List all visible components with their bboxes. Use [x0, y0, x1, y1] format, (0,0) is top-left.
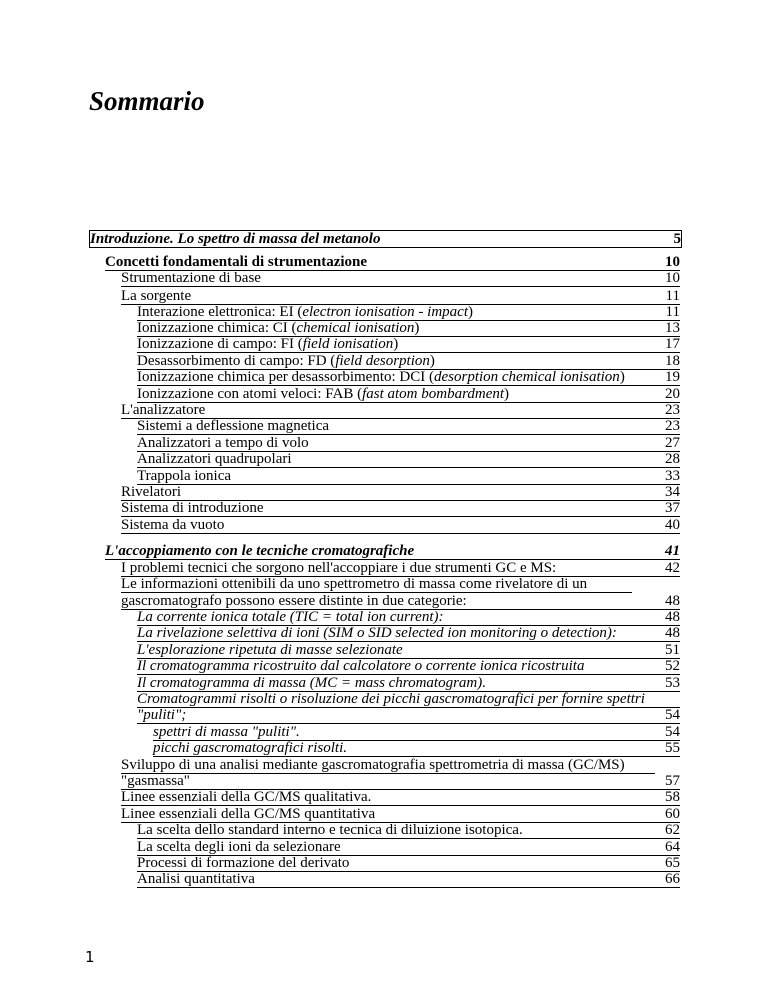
toc-entry-title-part: picchi gascromatografici risolti.: [153, 740, 348, 756]
toc-entry-page-number: 34: [665, 484, 680, 500]
toc-entry-title-part: Le informazioni ottenibili da uno spettrometro di massa come rivelatore di un: [121, 576, 588, 592]
toc-entry-title: [121, 757, 625, 773]
toc-entry-title: [121, 806, 375, 822]
toc-entry-title-part: L'analizzatore: [121, 402, 206, 418]
toc-entry-page-number: 48: [665, 593, 680, 609]
toc-entry-title-part: ): [414, 320, 420, 336]
page-number: 1: [85, 948, 95, 966]
toc-entry[interactable]: [121, 806, 680, 823]
toc-entry-page-number: 54: [665, 724, 680, 740]
toc-entry-title: [137, 658, 584, 674]
toc-entry-title: [121, 560, 556, 576]
toc-entry-page-number: 64: [665, 839, 680, 855]
toc-entry-page-number: 5: [673, 231, 681, 247]
toc-entry-title-part: Processi di formazione del derivato: [137, 855, 350, 871]
toc-entry-title: [137, 418, 329, 434]
toc-entry-title: [137, 822, 523, 838]
toc-entry[interactable]: [137, 871, 680, 888]
toc-entry[interactable]: [137, 451, 680, 468]
toc-entry-page-number: 33: [665, 468, 680, 484]
toc-entry-page-number: 66: [665, 871, 680, 887]
toc-entry-page-number: 11: [665, 288, 680, 304]
toc-entry-title-part: Ionizzazione di campo: FI (: [137, 336, 303, 352]
toc-entry-title-part: La sorgente: [121, 288, 192, 304]
toc-entry[interactable]: [153, 724, 680, 741]
toc-entry-title-part: Concetti fondamentali di strumentazione: [105, 254, 368, 270]
toc-entry-title: [137, 675, 486, 691]
toc-entry[interactable]: [121, 270, 680, 287]
toc-entry-title: [137, 871, 255, 887]
toc-entry-title: [137, 642, 403, 658]
toc-entry-page-number: 42: [665, 560, 680, 576]
toc-entry-page-number: 48: [665, 625, 680, 641]
toc-entry-title: [137, 707, 186, 723]
toc-entry-title: [137, 625, 617, 641]
toc-entry-title: [121, 288, 191, 304]
toc-entry-title: [153, 724, 300, 740]
toc-entry-page-number: 40: [665, 517, 680, 533]
toc-entry-page-number: 65: [665, 855, 680, 871]
toc-entry-page-number: 58: [665, 789, 680, 805]
toc-entry-title-part: Sistemi a deflessione magnetica: [137, 418, 330, 434]
toc-entry-page-number: 62: [665, 822, 680, 838]
toc-entry[interactable]: [137, 369, 680, 386]
toc-entry-title-part: gascromatografo possono essere distinte in due categorie:: [121, 593, 467, 609]
toc-entry-title-part: ): [504, 386, 510, 402]
toc-entry-title: [121, 402, 205, 418]
toc-entry[interactable]: [137, 658, 680, 675]
toc-entry[interactable]: [121, 560, 680, 577]
toc-entry-title-part: Cromatogrammi risolti o risoluzione dei picchi gascromatografici per fornire spettri: [137, 691, 645, 707]
toc-entry-title: [137, 451, 292, 467]
toc-entry-title-part: Trappola ionica: [137, 468, 232, 484]
toc-entry[interactable]: [137, 353, 680, 370]
toc-entry-title-part: Interazione elettronica: EI (: [137, 304, 303, 320]
toc-entry-page-number: 53: [665, 675, 680, 691]
toc-entry-title: [105, 254, 367, 270]
toc-entry-title-part: Linee essenziali della GC/MS qualitativa.: [121, 789, 372, 805]
toc-entry-title-part: Introduzione. Lo spettro di massa del metanolo: [90, 231, 381, 247]
toc-entry-title-part: Sviluppo di una analisi mediante gascromatografia spettrometria di massa (GC/MS): [121, 757, 625, 773]
toc-entry-page-number: 52: [665, 658, 680, 674]
toc-entry-title-part: L'esplorazione ripetuta di masse selezionate: [137, 642, 403, 658]
toc-entry-page-number: 60: [665, 806, 680, 822]
toc-entry-title-part: L'accoppiamento con le tecniche cromatografiche: [105, 543, 415, 559]
toc-entry-title: [137, 855, 349, 871]
toc-entry-title-part: Rivelatori: [121, 484, 181, 500]
toc-entry[interactable]: [153, 740, 680, 757]
toc-entry-title: [121, 484, 181, 500]
toc-entry-page-number: 20: [665, 386, 680, 402]
toc-entry-title: [121, 593, 467, 609]
toc-entry[interactable]: [121, 402, 680, 419]
toc-entry[interactable]: [137, 304, 680, 321]
toc-entry-page-number: 51: [665, 642, 680, 658]
toc-entry-title: [137, 386, 509, 402]
toc-entry-page-number: 17: [665, 336, 680, 352]
toc-entry[interactable]: [121, 576, 632, 593]
toc-entry-page-number: 37: [665, 500, 680, 516]
toc-entry-title-part: Ionizzazione chimica per desassorbimento: DCI (: [137, 369, 434, 385]
toc-entry[interactable]: [137, 468, 680, 485]
toc-entry[interactable]: [137, 642, 680, 659]
toc-entry-title-part: "gasmassa": [121, 773, 190, 789]
toc-entry-page-number: 23: [665, 418, 680, 434]
toc-entry[interactable]: [121, 593, 680, 610]
toc-entry-title: [137, 609, 443, 625]
toc-entry[interactable]: [137, 675, 680, 692]
toc-entry-title-part: Analizzatori a tempo di volo: [137, 435, 309, 451]
toc-entry-title: [153, 740, 347, 756]
toc-entry[interactable]: [121, 757, 655, 774]
toc-entry-page-number: 11: [665, 304, 680, 320]
toc-entry-title: [90, 231, 380, 247]
toc-entry[interactable]: [121, 500, 680, 517]
toc-entry-title: [137, 691, 645, 707]
toc-entry[interactable]: [137, 418, 680, 435]
page-title: Sommario: [89, 86, 205, 116]
toc-entry-title: [137, 336, 398, 352]
toc-entry[interactable]: [121, 517, 680, 534]
toc-entry-title: [137, 839, 341, 855]
toc-entry[interactable]: [137, 435, 680, 452]
toc-entry-title-part: Sistema da vuoto: [121, 517, 225, 533]
toc-entry-title: [121, 773, 190, 789]
toc-entry-page-number: 19: [665, 369, 680, 385]
toc-entry-title-part: Sistema di introduzione: [121, 500, 264, 516]
toc-entry[interactable]: [137, 609, 680, 626]
toc-entry-title-part: ): [619, 369, 625, 385]
toc-entry-title-part: desorption chemical ionisation: [433, 369, 620, 385]
toc-entry-title: [137, 468, 231, 484]
toc-entry-title-part: Strumentazione di base: [121, 270, 261, 286]
toc-entry-title: [137, 435, 309, 451]
toc-entry-title: [137, 320, 419, 336]
toc-entry-page-number: 48: [665, 609, 680, 625]
toc-entry-title: [137, 353, 435, 369]
toc-entry-title-part: Il cromatogramma di massa (MC = mass chromatogram).: [137, 675, 487, 691]
toc-entry-title: [105, 543, 414, 559]
toc-entry-title-part: field desorption: [335, 353, 430, 369]
toc-entry-title-part: Ionizzazione con atomi veloci: FAB (: [137, 386, 363, 402]
toc-entry[interactable]: [137, 691, 680, 708]
toc-entry-title-part: Analisi quantitativa: [137, 871, 255, 887]
toc-entry[interactable]: [137, 839, 680, 856]
toc-entry-page-number: 27: [665, 435, 680, 451]
toc-entry-title-part: "puliti";: [137, 707, 187, 723]
toc-entry[interactable]: [89, 230, 682, 248]
toc-entry-title-part: fast atom bombardment: [362, 386, 505, 402]
toc-entry-title-part: Desassorbimento di campo: FD (: [137, 353, 336, 369]
toc-entry-title-part: ): [429, 353, 435, 369]
toc-entry-title-part: ): [468, 304, 473, 320]
toc-entry[interactable]: [137, 386, 680, 403]
toc-entry[interactable]: [121, 484, 680, 501]
toc-entry-title-part: chemical ionisation: [296, 320, 415, 336]
toc-entry-title-part: ): [393, 336, 399, 352]
toc-entry-title: [121, 517, 224, 533]
toc-entry[interactable]: [137, 855, 680, 872]
toc-entry-title-part: spettri di massa "puliti".: [153, 724, 300, 740]
toc-entry-title-part: Analizzatori quadrupolari: [137, 451, 292, 467]
toc-entry[interactable]: [105, 254, 680, 271]
toc-entry-title: [121, 576, 587, 592]
toc-entry[interactable]: [105, 543, 680, 560]
toc-entry-page-number: 55: [665, 740, 680, 756]
toc-entry[interactable]: [137, 707, 680, 724]
toc-entry-page-number: 28: [665, 451, 680, 467]
toc-entry[interactable]: [121, 789, 680, 806]
toc-entry-title-part: Linee essenziali della GC/MS quantitativa: [121, 806, 376, 822]
toc-entry-page-number: 23: [665, 402, 680, 418]
toc-entry-title-part: La scelta degli ioni da selezionare: [137, 839, 341, 855]
toc-entry[interactable]: [121, 773, 680, 790]
toc-entry-page-number: 18: [665, 353, 680, 369]
toc-entry-title: [121, 500, 263, 516]
toc-entry[interactable]: [121, 288, 680, 305]
toc-entry[interactable]: [137, 320, 680, 337]
toc-entry[interactable]: [137, 822, 680, 839]
toc-entry-title-part: Il cromatogramma ricostruito dal calcolatore o corrente ionica ricostruita: [137, 658, 585, 674]
toc-entry-title-part: electron ionisation - impact: [302, 304, 468, 320]
toc-entry-page-number: 13: [665, 320, 680, 336]
toc-entry[interactable]: [137, 336, 680, 353]
toc-entry-title-part: I problemi tecnici che sorgono nell'accoppiare i due strumenti GC e MS:: [121, 560, 557, 576]
toc-entry[interactable]: [137, 625, 680, 642]
toc-entry-title-part: La rivelazione selettiva di ioni (SIM o SID selected ion monitoring o detection):: [137, 625, 617, 641]
toc-entry-page-number: 10: [665, 270, 680, 286]
toc-entry-page-number: 10: [665, 254, 680, 270]
toc-entry-page-number: 57: [665, 773, 680, 789]
toc-entry-title-part: field ionisation: [302, 336, 394, 352]
toc-entry-title-part: La corrente ionica totale (TIC = total ion current):: [137, 609, 444, 625]
toc-entry-title: [137, 369, 625, 385]
toc-entry-title: [121, 789, 371, 805]
toc-entry-title: [137, 304, 473, 320]
toc-entry-title: [121, 270, 261, 286]
toc-entry-title-part: Ionizzazione chimica: CI (: [137, 320, 297, 336]
toc-entry-title-part: La scelta dello standard interno e tecnica di diluizione isotopica.: [137, 822, 523, 838]
toc-entry-page-number: 41: [665, 543, 680, 559]
toc-entry-page-number: 54: [665, 707, 680, 723]
